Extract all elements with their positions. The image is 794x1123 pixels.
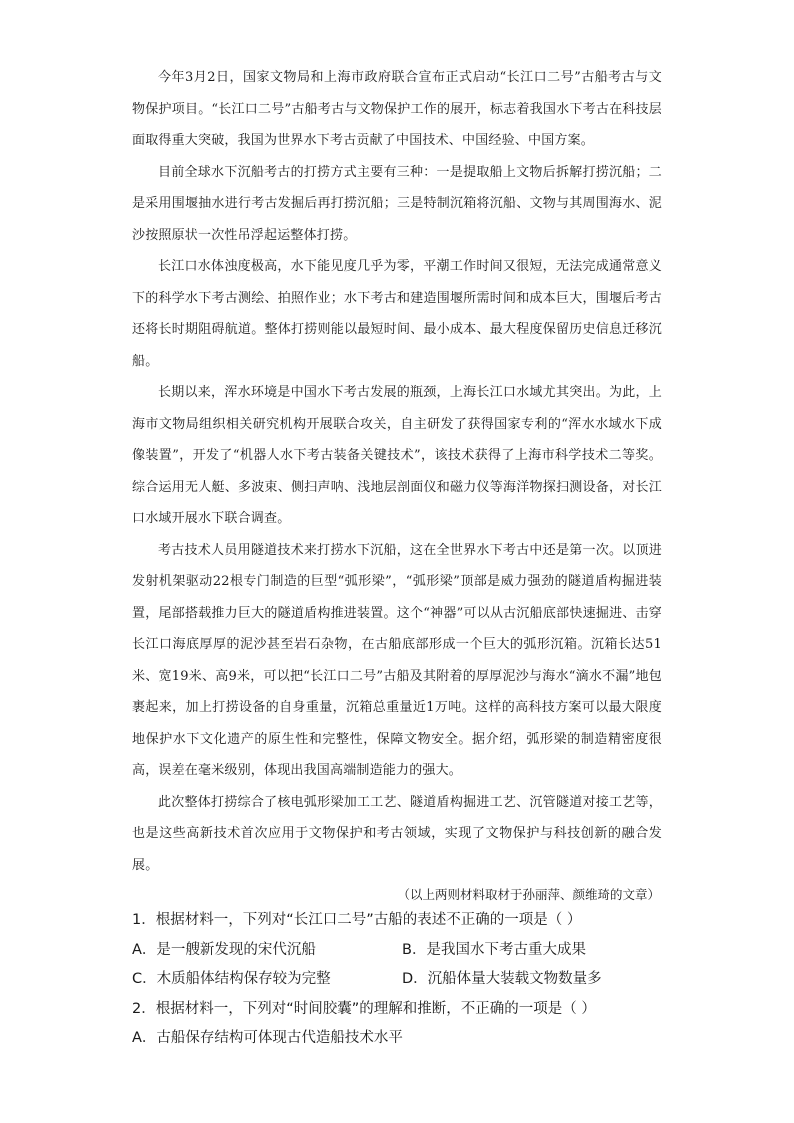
question-1-option-d: D．沉船体量大装载文物数量多 <box>402 971 602 987</box>
question-1-stem: 1．根据材料一，下列对“长江口二号”古船的表述不正确的一项是（ ） <box>132 912 582 928</box>
passage-paragraph-5: 考古技术人员用隧道技术来打捞水下沉船，这在全世界水下考古中还是第一次。以顶进发射机架驱动22根专门制造的巨型“弧形梁”，“弧形梁”顶部是威力强劲的隧道盾构掘进装置，尾部搭载推力巨大的隧道盾构推进装置。这个“神器”可以从古沉船底部快速掘进、击穿长江口海底厚厚的泥沙甚至岩石杂物，在古船底部形成一个巨大的弧形沉箱。沉箱长达51米、宽19米、高9米，可以把“长江口二号”古船及其附着的厚厚泥沙与海水“滴水不漏”地包裹起来，加上打捞设备的自身重量，沉箱总重量近1万吨。这样的高科技方案可以最大限度地保护水下文化遗产的原生性和完整性，保障文物安全。据介绍，弧形梁的制造精密度很高，误差在毫米级别，体现出我国高端制造能力的强大。 <box>132 542 662 778</box>
question-2 <box>132 995 672 1054</box>
passage-paragraph-3: 长江口水体浊度极高，水下能见度几乎为零，平潮工作时间又很短，无法完成通常意义下的科学水下考古测绘、拍照作业；水下考古和建造围堰所需时间和成本巨大，围堰后考古还将长时期阻碍航道。整体打捞则能以最短时间、最小成本、最大程度保留历史信息迁移沉船。 <box>132 259 662 369</box>
question-1-option-b: B．是我国水下考古重大成果 <box>402 941 586 958</box>
question-list <box>132 906 672 1054</box>
passage-paragraph-1: 今年3月2日，国家文物局和上海市政府联合宣布正式启动“长江口二号”古船考古与文物保护项目。“长江口二号”古船考古与文物保护工作的展开，标志着我国水下考古在科技层面取得重大突破，我国为世界水下考古贡献了中国技术、中国经验、中国方案。 <box>132 70 662 148</box>
question-1-options-row-1 <box>132 936 672 966</box>
question-2-stem: 2．根据材料一，下列对“时间胶囊”的理解和推断，不正确的一项是（ ） <box>132 1000 596 1017</box>
question-2-option-a: A．古船保存结构可体现古代造船技术水平 <box>132 1030 403 1046</box>
passage-paragraph-2: 目前全球水下沉船考古的打捞方式主要有三种：一是提取船上文物后拆解打捞沉船；二是采用围堰抽水进行考古发掘后再打捞沉船；三是特制沉箱将沉船、文物与其周围海水、泥沙按照原状一次性吊浮起运整体打捞。 <box>132 164 662 243</box>
passage-paragraph-6: 此次整体打捞综合了核电弧形梁加工工艺、隧道盾构掘进工艺、沉管隧道对接工艺等，也是这些高新技术首次应用于文物保护和考古领域，实现了文物保护与科技创新的融合发展。 <box>132 794 662 873</box>
passage-paragraph-4: 长期以来，浑水环境是中国水下考古发展的瓶颈，上海长江口水域尤其突出。为此，上海市文物局组织相关研究机构开展联合攻关，自主研发了获得国家专利的“浑水水域水下成像装置”，开发了“机器人水下考古装备关键技术”，该技术获得了上海市科学技术二等奖。综合运用无人艇、多波束、侧扫声呐、浅地层剖面仪和磁力仪等海洋物探扫测设备，对长江口水域开展水下联合调查。 <box>132 385 662 526</box>
question-1-option-c: C．木质船体结构保存较为完整 <box>132 971 331 987</box>
question-1 <box>132 906 672 995</box>
question-1-options-row-2 <box>132 965 672 995</box>
question-1-option-a: A．是一艘新发现的宋代沉船 <box>132 941 316 958</box>
reading-passage <box>132 62 662 909</box>
passage-source-note: （以上两则材料取材于孙丽萍、颜维琦的文章） <box>397 887 660 902</box>
